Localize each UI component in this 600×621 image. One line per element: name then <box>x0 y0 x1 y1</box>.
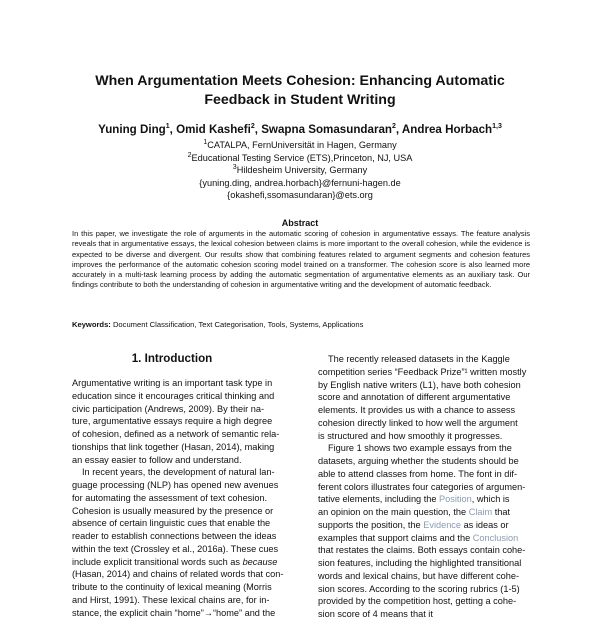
affiliation-text: Hildesheim University, Germany <box>236 165 368 175</box>
email-line: {okashefi,ssomasundaran}@ets.org <box>227 190 373 200</box>
body-text-line: ture, argumentative essays require a high degree <box>72 416 273 427</box>
argument-element-term: Position <box>439 494 472 505</box>
body-text-line: competition series “Feedback Prize”¹ written mostly <box>318 366 527 377</box>
italic-term: because <box>242 556 278 567</box>
body-text-line: sion scores. According to the scoring rubrics (1-5) <box>318 583 520 594</box>
body-text-line: The recently released datasets in the Kaggle <box>328 354 510 364</box>
affiliation-line <box>60 152 540 165</box>
author-name: Andrea Horbach <box>401 123 493 136</box>
body-text-line: datasets, arguing whether the students should be <box>318 456 519 466</box>
keywords-label: Keywords: <box>72 320 111 329</box>
author-sup: 2 <box>250 123 255 131</box>
argument-element-term: Conclusion <box>472 532 519 543</box>
argument-element-term: Evidence <box>423 519 462 530</box>
body-text-line: education since it encourages critical thinking and <box>72 390 275 401</box>
body-text-line: sion score of 4 means that it <box>318 609 433 619</box>
keywords <box>72 320 530 330</box>
body-text-line: Cohesion is usually measured by the presence or <box>72 505 274 516</box>
abstract-text: In this paper, we investigate the role of arguments in the automatic scoring of cohesion in argumentative essays. The feature analysis reveals that in argumentative essays, the lexical cohesion between claims is more important to the overall cohesion, while the evidence is expected to be diverse and divergent. Our results show that combining features related to argument segments and cohesion features improves the performance of the automatic cohesion scoring model trained on a transformer. The cohesion score is also learned more accurately in a multi-task learning process by adding the automatic segmentation of argumentative elements as an auxiliary task. Our findings contribute to both the understanding of cohesion in argumentative writing and the development of automatic feedback. <box>72 229 530 290</box>
author-name: Omid Kashefi <box>176 123 251 136</box>
affiliation-line <box>60 139 540 152</box>
body-text-line: cohesion directly linked to how well the argument <box>318 417 518 428</box>
affiliation-sup: 2 <box>187 151 192 159</box>
affiliation-sup: 3 <box>232 163 237 171</box>
body-text-line: provided by the competition host, getting a cohe- <box>318 596 517 607</box>
author-list: Yuning Ding$^1$, Omid Kashefi$^2$, Swapna Somasundaran$^2$, Andrea Horbach$^{1,3}$ <box>98 123 502 136</box>
body-text-line: Argumentative writing is an important task type in <box>72 378 273 388</box>
body-text-line: able to attend classes from home. The font in dif- <box>318 468 517 479</box>
body-text-line: stance, the explicit chain “home”→“home” and the <box>72 607 276 618</box>
body-text-line: In recent years, the development of natural lan- <box>82 467 275 478</box>
body-text-line: tionships that link together (Hasan, 2014), making <box>72 441 275 452</box>
body-text-line: examples that support claims and the Conclusion <box>318 532 519 543</box>
body-text-line: and Hirst, 1991). These lexical chains are, for in- <box>72 594 270 605</box>
affiliation-text: Educational Testing Service (ETS),Princeton, NJ, USA <box>191 152 413 163</box>
body-text-line: within the text (Crossley et al., 2016a). These cues <box>72 543 279 554</box>
keywords-text: Document Classification, Text Categorisation, Tools, Systems, Applications <box>112 320 364 329</box>
body-text-line: Figure 1 shows two example essays from the <box>328 443 512 454</box>
argument-element-term: Claim <box>468 507 493 517</box>
body-text-line: is structured and how smoothly it progresses. <box>318 430 503 441</box>
body-text-line: sion features, including the highlighted transitional <box>318 558 522 568</box>
abstract-heading: Abstract <box>281 218 319 228</box>
author-sup: 1,3 <box>492 123 502 131</box>
author-sup: 2 <box>392 123 396 131</box>
paper-title <box>60 72 540 110</box>
affiliation-text: CATALPA, FernUniversität in Hagen, Germany <box>207 140 397 150</box>
body-text-line: score and annotation of different argumentative <box>318 392 511 403</box>
body-text-line: tative elements, including the Position, which is <box>318 494 510 505</box>
email-line: {yuning.ding, andrea.horbach}@fernuni-hagen.de <box>199 177 401 188</box>
body-text-line: civic participation (Andrews, 2009). By their na- <box>72 403 264 414</box>
left-column-body <box>72 377 284 619</box>
body-text-line: absence of certain linguistic cues that enable the <box>72 518 271 529</box>
body-text-line: by English native writers (L1), have both cohesion <box>318 379 521 390</box>
title-line-1: When Argumentation Meets Cohesion: Enhancing Automatic <box>95 73 505 89</box>
body-text-line: an essay easier to follow and understand. <box>72 454 242 465</box>
body-text-line: an opinion on the main question, the Claim that <box>318 507 511 517</box>
author-sup: 1 <box>165 123 170 131</box>
body-text-line: include explicit transitional words such as because <box>72 556 278 567</box>
body-text-line: ferent colors illustrates four categories of argumen- <box>318 481 526 492</box>
body-text-line: words and lexical chains, but have different cohe- <box>318 570 520 581</box>
body-text-line: for automating the assessment of text cohesion. <box>72 492 268 503</box>
body-text-line: (Hasan, 2014) and chains of related words that con- <box>72 569 284 580</box>
body-text-line: guage processing (NLP) has opened new avenues <box>72 480 279 490</box>
body-text-line: tribute to the continuity of lexical meaning (Morris <box>72 582 272 592</box>
body-text-line: that restates the claims. Both essays contain cohe- <box>318 545 526 556</box>
author-name: Swapna Somasundaran <box>261 123 392 136</box>
body-text-line: elements. It provides us with a chance to assess <box>318 405 516 415</box>
body-text-line: supports the position, the Evidence as ideas or <box>318 519 509 530</box>
title-line-2: Feedback in Student Writing <box>204 92 396 108</box>
author-name: Yuning Ding <box>98 123 166 136</box>
right-column-body <box>318 353 530 621</box>
body-text-line: reader to establish connections between the ideas <box>72 531 277 541</box>
affiliation-line <box>60 164 540 177</box>
affiliation-sup: 1 <box>203 138 208 146</box>
affiliations <box>60 139 540 202</box>
section-heading-introduction: 1. Introduction <box>131 352 213 365</box>
body-text-line: of cohesion, defined as a network of semantic rela- <box>72 429 280 439</box>
